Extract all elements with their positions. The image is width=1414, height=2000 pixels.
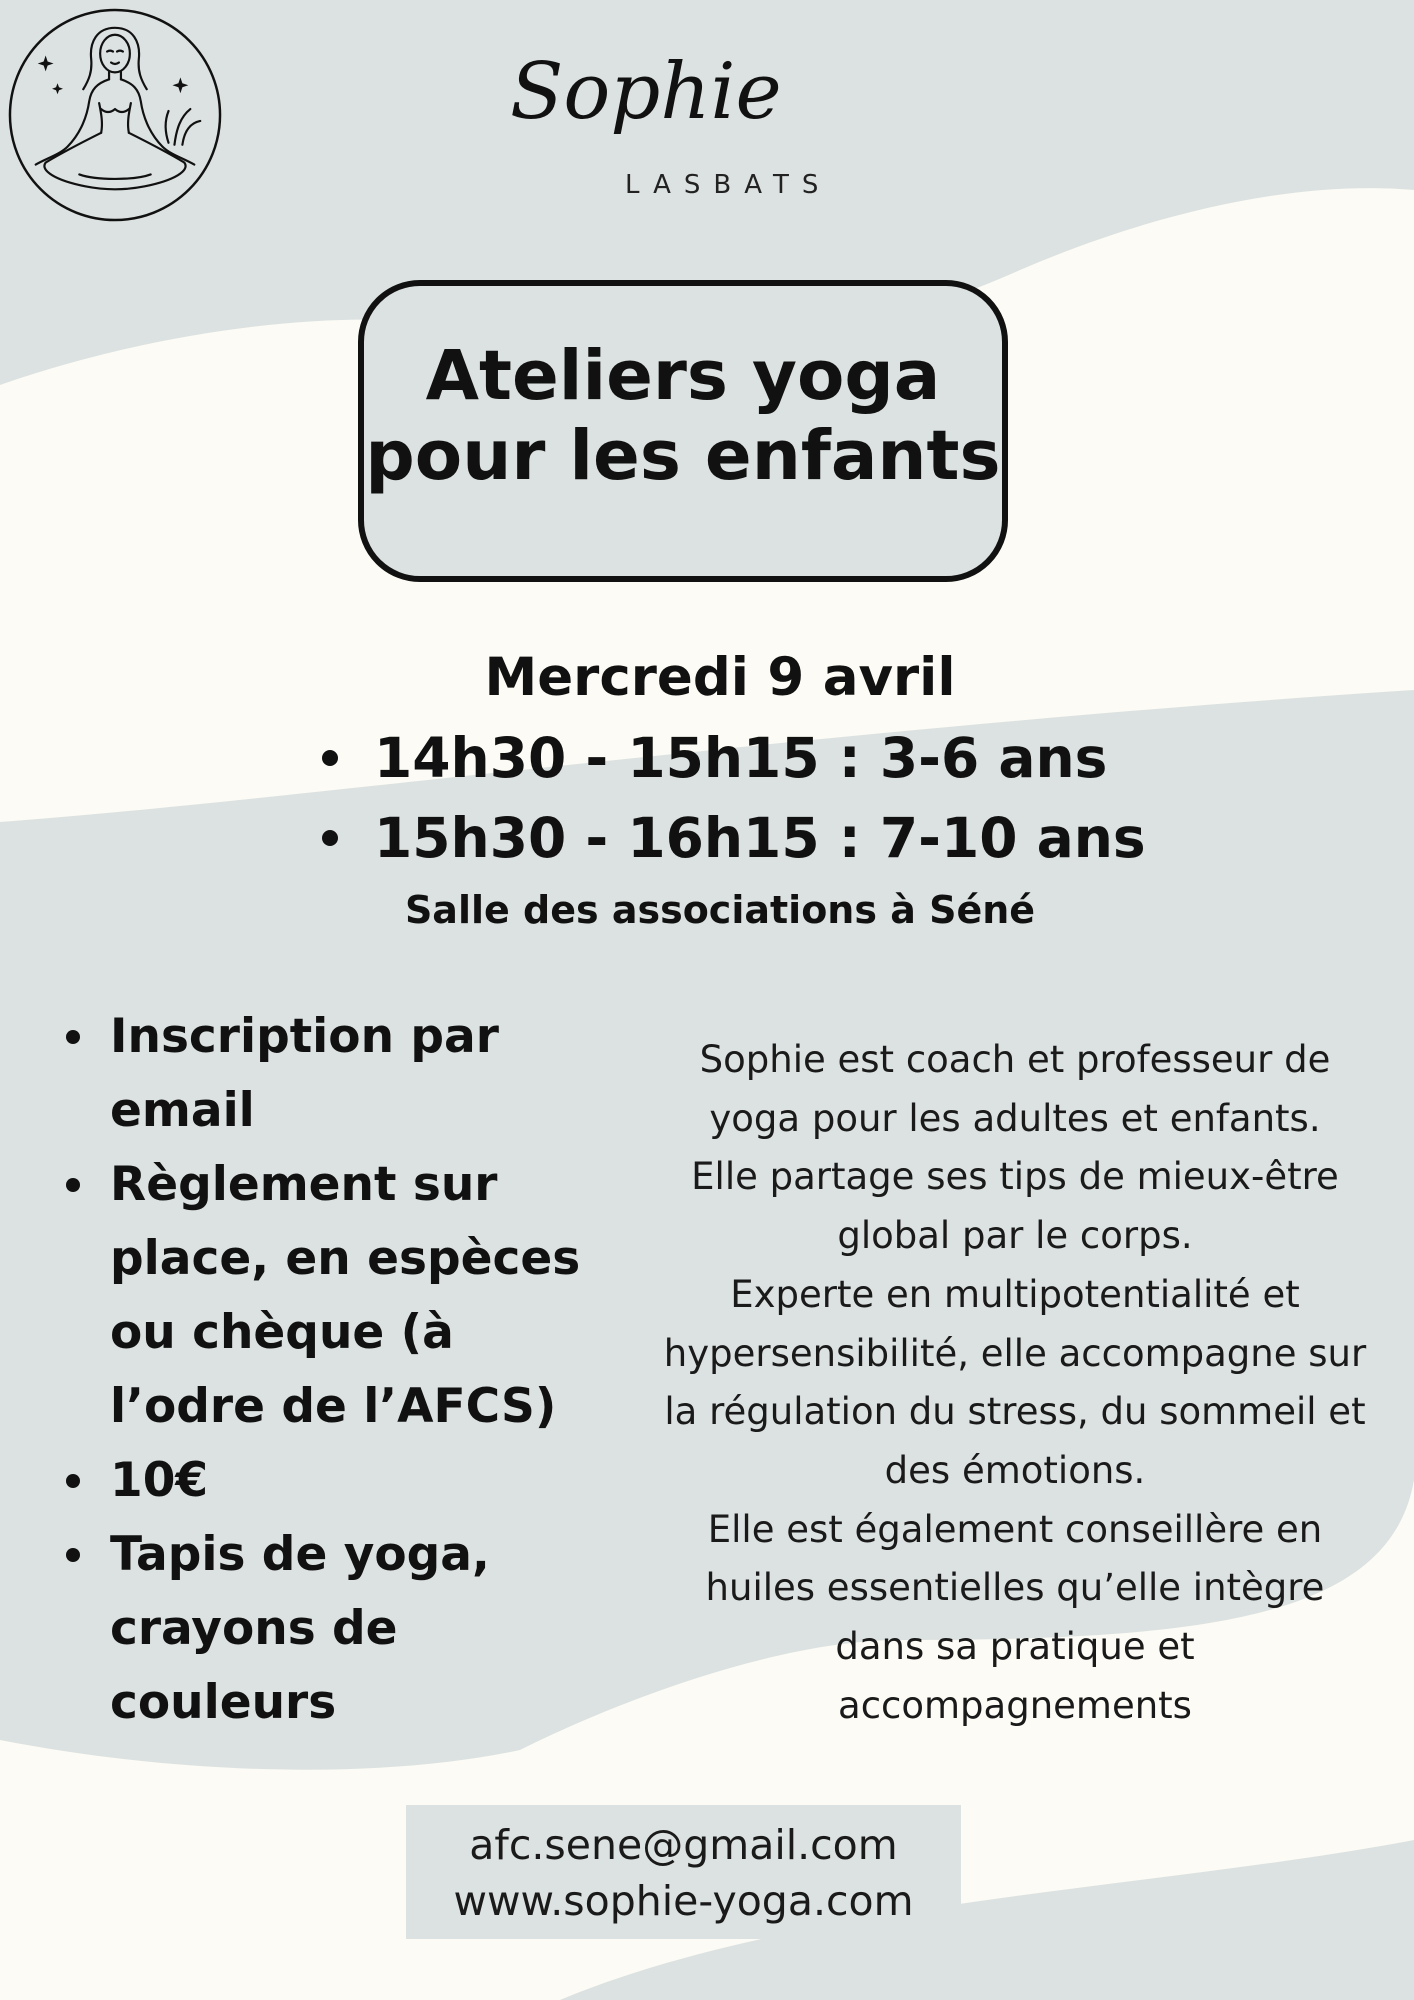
info-text: Inscription par email bbox=[110, 1009, 499, 1138]
bullet-icon bbox=[322, 830, 338, 846]
bio-paragraph: Elle partage ses tips de mieux-être global par le corps. bbox=[691, 1155, 1339, 1258]
session-item bbox=[322, 803, 1146, 873]
contact-email[interactable]: afc.sene@gmail.com bbox=[469, 1821, 898, 1869]
info-item bbox=[60, 1518, 620, 1740]
title-line-1: Ateliers yoga bbox=[425, 336, 941, 416]
info-text: 10€ bbox=[110, 1453, 209, 1508]
info-list bbox=[60, 1000, 620, 1740]
bio-paragraph: Sophie est coach et professeur de yoga pour les adultes et enfants. bbox=[699, 1038, 1331, 1140]
meditating-woman-icon bbox=[6, 6, 224, 224]
info-text: Tapis de yoga, crayons de couleurs bbox=[110, 1527, 490, 1730]
contact-website[interactable]: www.sophie-yoga.com bbox=[453, 1877, 914, 1925]
info-item bbox=[60, 1444, 620, 1518]
event-date: Mercredi 9 avril bbox=[484, 647, 956, 708]
info-text: Règlement sur place, en espèces ou chèque (à l’odre de l’AFCS) bbox=[110, 1157, 581, 1434]
title-line-2: pour les enfants bbox=[365, 416, 1001, 496]
venue: Salle des associations à Séné bbox=[404, 888, 1036, 932]
session-item bbox=[322, 723, 1107, 793]
title-box bbox=[358, 280, 1008, 582]
svg-text:Sophie: Sophie bbox=[510, 47, 782, 137]
brand-surname: LASBATS bbox=[625, 170, 832, 200]
bullet-icon bbox=[66, 1030, 80, 1044]
info-item bbox=[60, 1148, 620, 1444]
bio-paragraph: Elle est également conseillère en huiles essentielles qu’elle intègre dans sa pratique et accompagnements bbox=[705, 1507, 1325, 1727]
session-text: 14h30 - 15h15 : 3-6 ans bbox=[374, 726, 1108, 790]
bullet-icon bbox=[66, 1548, 80, 1562]
bullet-icon bbox=[322, 750, 338, 766]
bullet-icon bbox=[66, 1474, 80, 1488]
bullet-icon bbox=[66, 1178, 80, 1192]
info-item bbox=[60, 1000, 620, 1148]
contact-box bbox=[406, 1805, 961, 1939]
bio-text bbox=[660, 1031, 1370, 1735]
session-text: 15h30 - 16h15 : 7-10 ans bbox=[374, 806, 1146, 870]
bio-paragraph: Experte en multipotentialité et hypersensibilité, elle accompagne sur la régulation du stress, du sommeil et des émotions. bbox=[663, 1272, 1367, 1492]
brand-signature-logo bbox=[500, 40, 800, 150]
